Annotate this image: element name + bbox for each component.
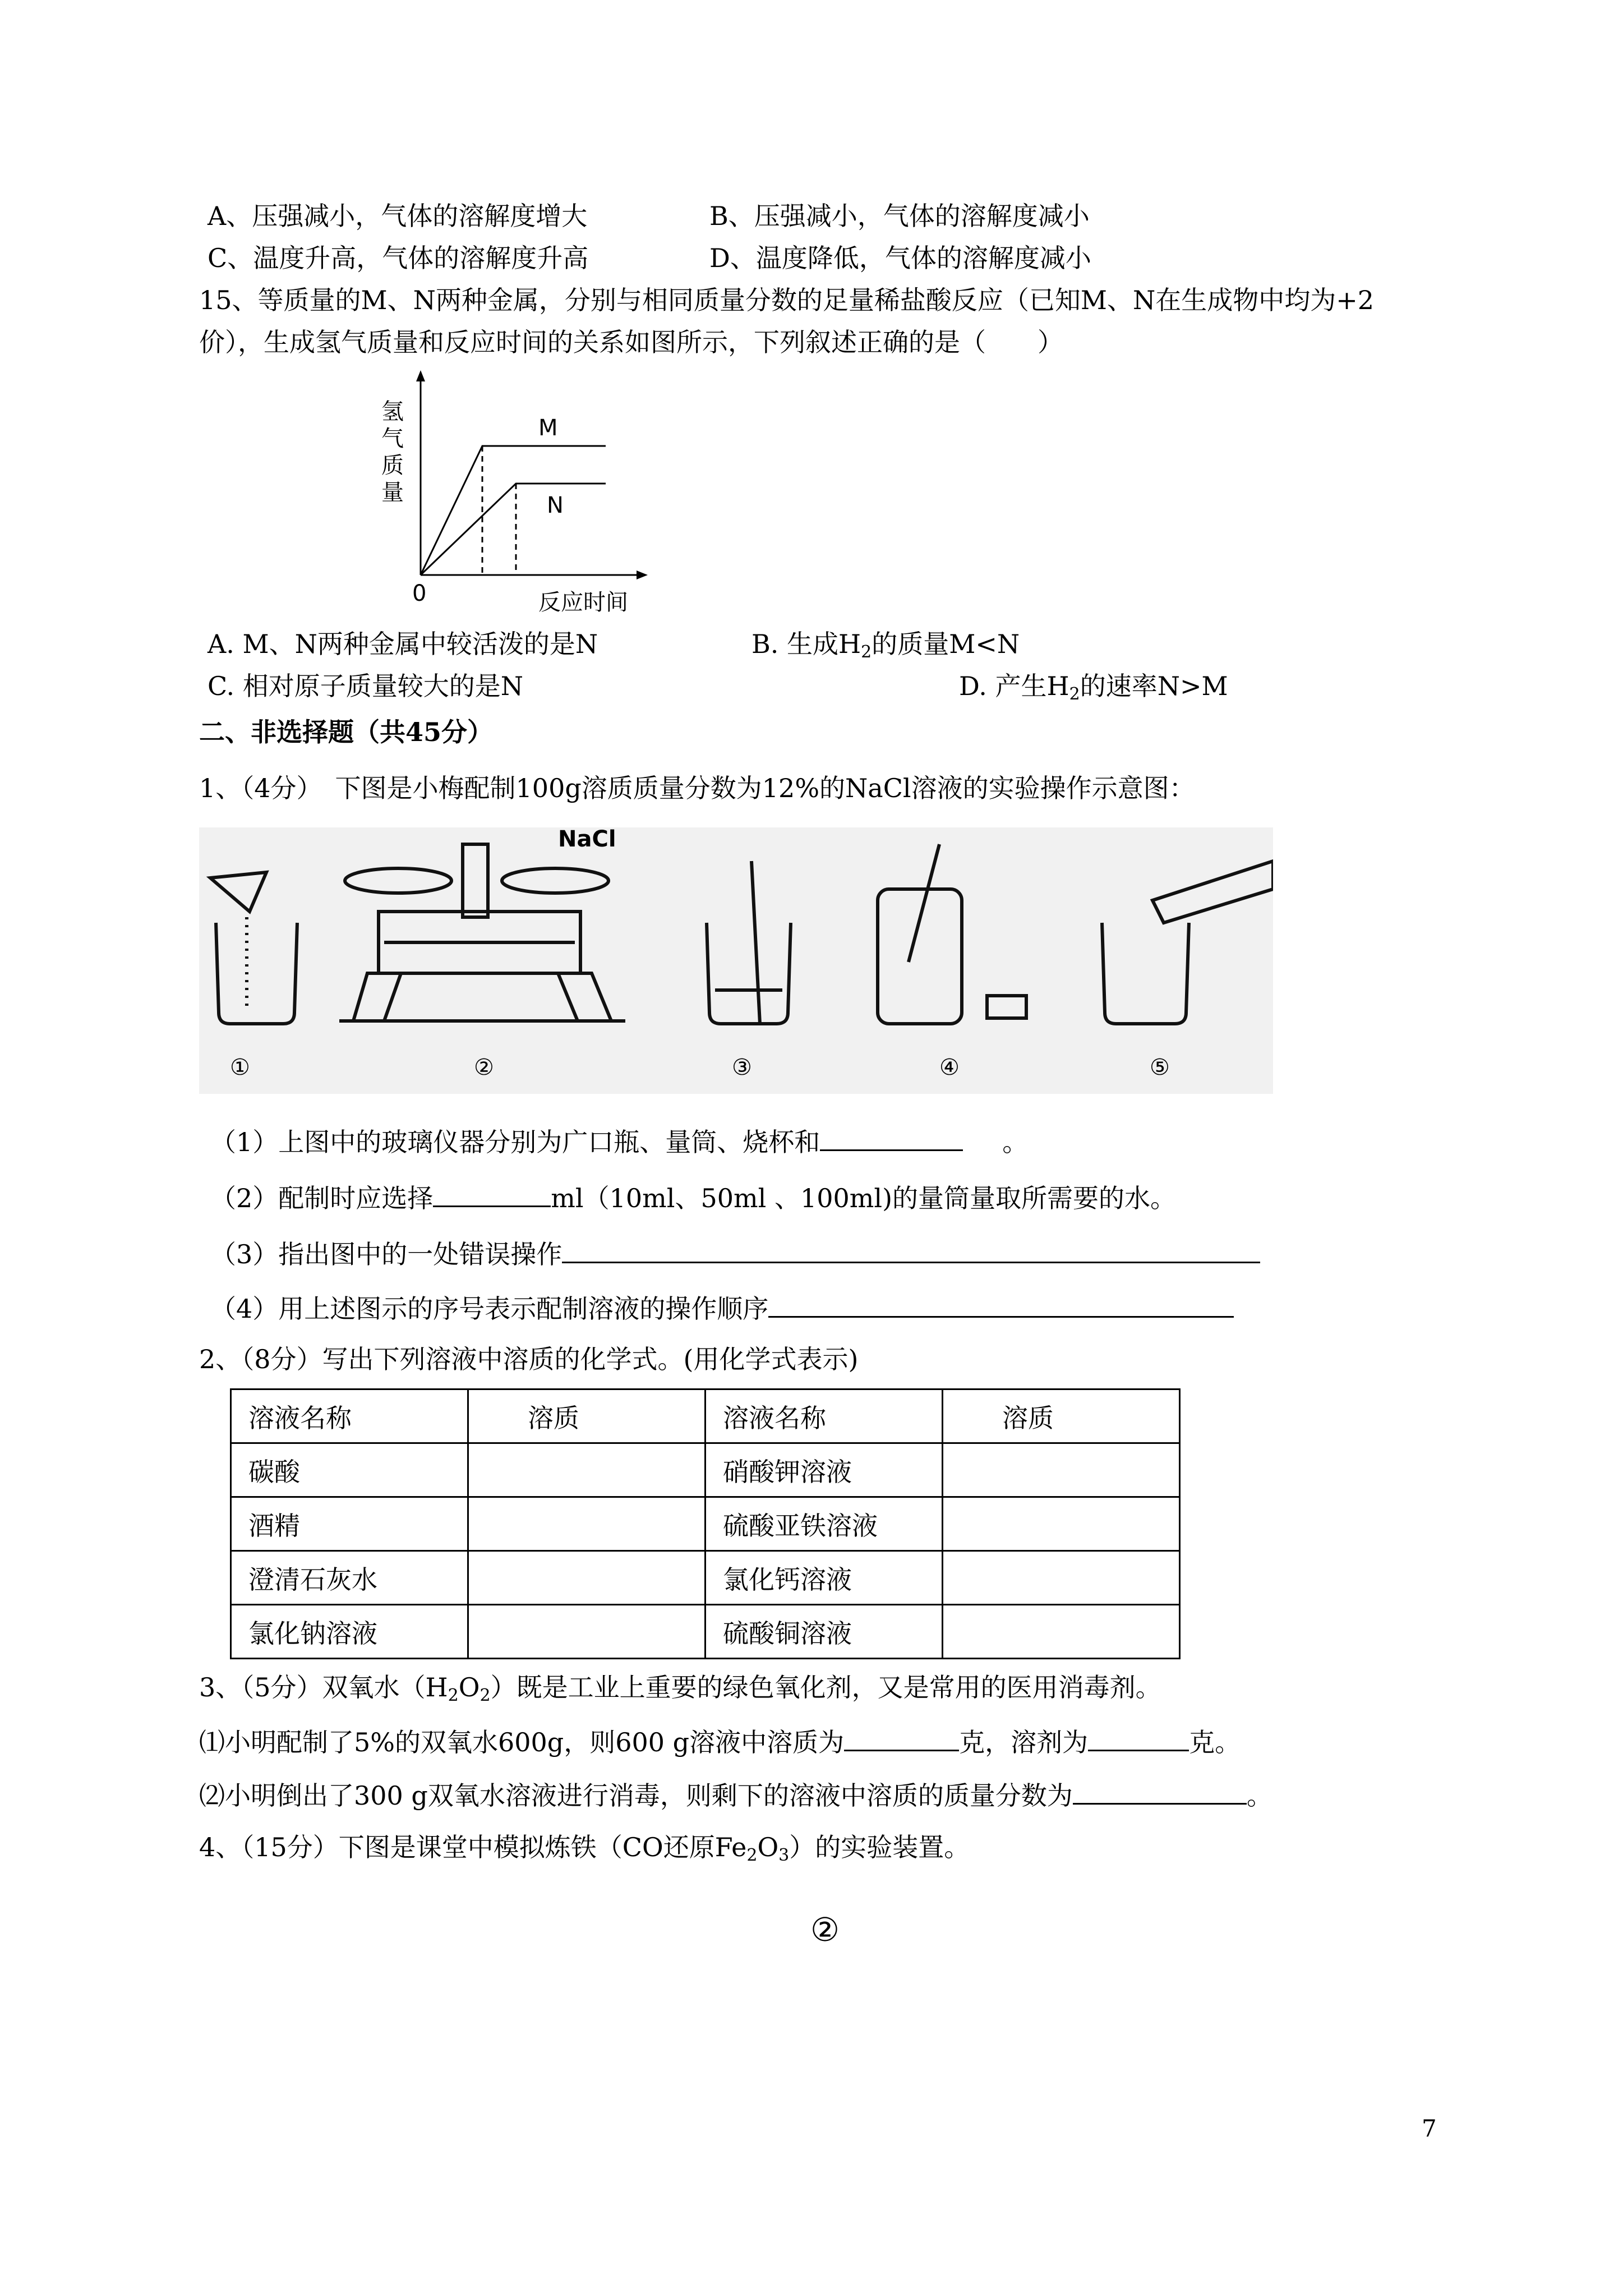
- q3-stem-pre: 3、（5分）双氧水（H: [199, 1672, 448, 1703]
- answer-blank[interactable]: [844, 1724, 959, 1751]
- q1-part1: [210, 1124, 1028, 1159]
- header-cell: 溶液名称: [231, 1389, 468, 1443]
- q1-part2: [210, 1180, 1176, 1215]
- table-row: [231, 1443, 1180, 1497]
- q15-graph: [359, 365, 673, 619]
- series-n-line: [421, 484, 606, 575]
- series-m-label: M: [538, 415, 558, 441]
- answer-blank[interactable]: [820, 1124, 963, 1151]
- q14-option-d: D、温度降低，气体的溶解度减小: [709, 243, 1091, 273]
- x-axis-label: 反应时间: [538, 590, 628, 615]
- header-cell: 溶质: [468, 1389, 706, 1443]
- solute-answer-cell[interactable]: [943, 1605, 1180, 1659]
- origin-label: 0: [412, 581, 427, 606]
- solution-name-cell: 氯化钙溶液: [706, 1551, 943, 1605]
- solution-name-cell: 硫酸亚铁溶液: [706, 1497, 943, 1551]
- solution-name-cell: 碳酸: [231, 1443, 468, 1497]
- q3-part1-end: 克。: [1189, 1727, 1241, 1757]
- table-row: [231, 1551, 1180, 1605]
- q14-option-b: B、压强减小，气体的溶解度减小: [709, 201, 1090, 231]
- subscript: 3: [778, 1846, 790, 1865]
- solute-answer-cell[interactable]: [468, 1605, 706, 1659]
- step1-beaker-funnel: [210, 872, 297, 1024]
- q3-stem-mid: O: [458, 1672, 480, 1703]
- q3-part1-pre: ⑴小明配制了5%的双氧水600g，则600 g溶液中溶质为: [199, 1727, 845, 1757]
- q1-part2-pre: （2）配制时应选择: [210, 1183, 434, 1213]
- answer-blank[interactable]: [562, 1236, 1260, 1263]
- q2-stem: 2、（8分）写出下列溶液中溶质的化学式。(用化学式表示): [199, 1344, 859, 1374]
- solution-name-cell: 酒精: [231, 1497, 468, 1551]
- solution-name-cell: 硝酸钾溶液: [706, 1443, 943, 1497]
- header-cell: 溶液名称: [706, 1389, 943, 1443]
- solute-answer-cell[interactable]: [468, 1551, 706, 1605]
- q4-stem-post: ）的实验装置。: [789, 1832, 970, 1862]
- series-m-line: [421, 446, 606, 575]
- section-heading: 二、非选择题（共45分）: [199, 717, 494, 747]
- answer-blank[interactable]: [768, 1290, 1234, 1318]
- y-axis-arrow: [416, 370, 425, 381]
- q3-stem: [199, 1671, 1161, 1713]
- series-n-label: N: [547, 493, 564, 518]
- solution-name-cell: 氯化钠溶液: [231, 1605, 468, 1659]
- q4-stem: [199, 1830, 970, 1872]
- answer-blank[interactable]: [1073, 1777, 1247, 1805]
- q4-stem-pre: 4、（15分）下图是课堂中模拟炼铁（CO还原Fe: [199, 1832, 747, 1862]
- solute-answer-cell[interactable]: [943, 1443, 1180, 1497]
- answer-blank[interactable]: [1088, 1724, 1189, 1751]
- q15-option-b: [751, 627, 1020, 669]
- circled-number-mark: ②: [810, 1911, 840, 1949]
- q15-option-d: [959, 669, 1228, 711]
- solution-name-cell: 硫酸铜溶液: [706, 1605, 943, 1659]
- q3-part2-end: 。: [1246, 1780, 1272, 1811]
- y-axis-label: 氢气质量: [381, 399, 404, 505]
- q14-option-a: A、压强减小，气体的溶解度增大: [208, 201, 588, 231]
- table-header-row: [231, 1389, 1180, 1443]
- table-row: [231, 1497, 1180, 1551]
- subscript: 2: [1069, 684, 1080, 704]
- step-label-5: ⑤: [1150, 1055, 1170, 1080]
- q3-stem-post: ）既是工业上重要的绿色氧化剂，又是常用的医用消毒剂。: [490, 1672, 1161, 1703]
- solution-name-cell: 澄清石灰水: [231, 1551, 468, 1605]
- q15-option-b-post: 的质量M<N: [872, 629, 1020, 659]
- step4-bottle-spoon: [878, 844, 1026, 1024]
- answer-blank[interactable]: [433, 1180, 551, 1207]
- q1-part4: [210, 1290, 1234, 1326]
- page-number: 7: [1422, 2115, 1437, 2142]
- q1-part3-text: （3）指出图中的一处错误操作: [210, 1239, 562, 1269]
- q15-stem-line2: 价），生成氢气质量和反应时间的关系如图所示，下列叙述正确的是（ ）: [199, 327, 1063, 357]
- q4-stem-mid: O: [757, 1832, 779, 1862]
- solute-answer-cell[interactable]: [468, 1497, 706, 1551]
- q1-part1-end: 。: [1002, 1127, 1029, 1157]
- q3-part1: [199, 1724, 1241, 1759]
- q1-part4-text: （4）用上述图示的序号表示配制溶液的操作顺序: [210, 1294, 769, 1324]
- q15-option-d-post: 的速率N>M: [1080, 671, 1228, 701]
- subscript: 2: [861, 642, 872, 662]
- q1-part1-text: （1）上图中的玻璃仪器分别为广口瓶、量筒、烧杯和: [210, 1127, 820, 1157]
- q15-option-a: A. M、N两种金属中较活泼的是N: [208, 629, 598, 659]
- q15-option-c: C. 相对原子质量较大的是N: [208, 671, 524, 701]
- step-label-3: ③: [732, 1055, 752, 1080]
- q1-procedure-figure: [199, 827, 1273, 1094]
- q15-stem-line1: 15、等质量的M、N两种金属，分别与相同质量分数的足量稀盐酸反应（已知M、N在生成物中均为+2: [199, 285, 1375, 315]
- q3-part1-mid: 克，溶剂为: [959, 1727, 1089, 1757]
- solute-answer-cell[interactable]: [468, 1443, 706, 1497]
- q1-part2-post: ml（10ml、50ml 、100ml)的量筒量取所需要的水。: [551, 1183, 1177, 1213]
- q3-part2-pre: ⑵小明倒出了300 g双氧水溶液进行消毒，则剩下的溶液中溶质的质量分数为: [199, 1780, 1073, 1811]
- q1-part3: [210, 1236, 1260, 1271]
- subscript: 2: [448, 1686, 459, 1705]
- header-cell: 溶质: [943, 1389, 1180, 1443]
- table-row: [231, 1605, 1180, 1659]
- subscript: 2: [746, 1846, 758, 1865]
- step-label-2: ②: [474, 1055, 494, 1080]
- q1-stem: 1、（4分） 下图是小梅配制100g溶质质量分数为12%的NaCl溶液的实验操作示意图：: [199, 773, 1195, 803]
- q15-option-b-pre: B. 生成H: [751, 629, 861, 659]
- q14-option-c: C、温度升高，气体的溶解度升高: [208, 243, 589, 273]
- x-axis-arrow: [637, 570, 648, 579]
- subscript: 2: [479, 1686, 491, 1705]
- solute-table: [230, 1388, 1181, 1659]
- nacl-label: NaCl: [558, 826, 616, 852]
- step-label-4: ④: [939, 1055, 960, 1080]
- step2-balance: [339, 844, 625, 1021]
- step3-beaker-rod: [707, 861, 791, 1024]
- step-label-1: ①: [230, 1055, 250, 1080]
- q15-option-d-pre: D. 产生H: [959, 671, 1069, 701]
- step5-pour-cylinder: [1102, 861, 1273, 1024]
- solute-answer-cell[interactable]: [943, 1551, 1180, 1605]
- q1-procedure-svg: [199, 827, 1273, 1094]
- solute-answer-cell[interactable]: [943, 1497, 1180, 1551]
- q3-part2: [199, 1777, 1272, 1812]
